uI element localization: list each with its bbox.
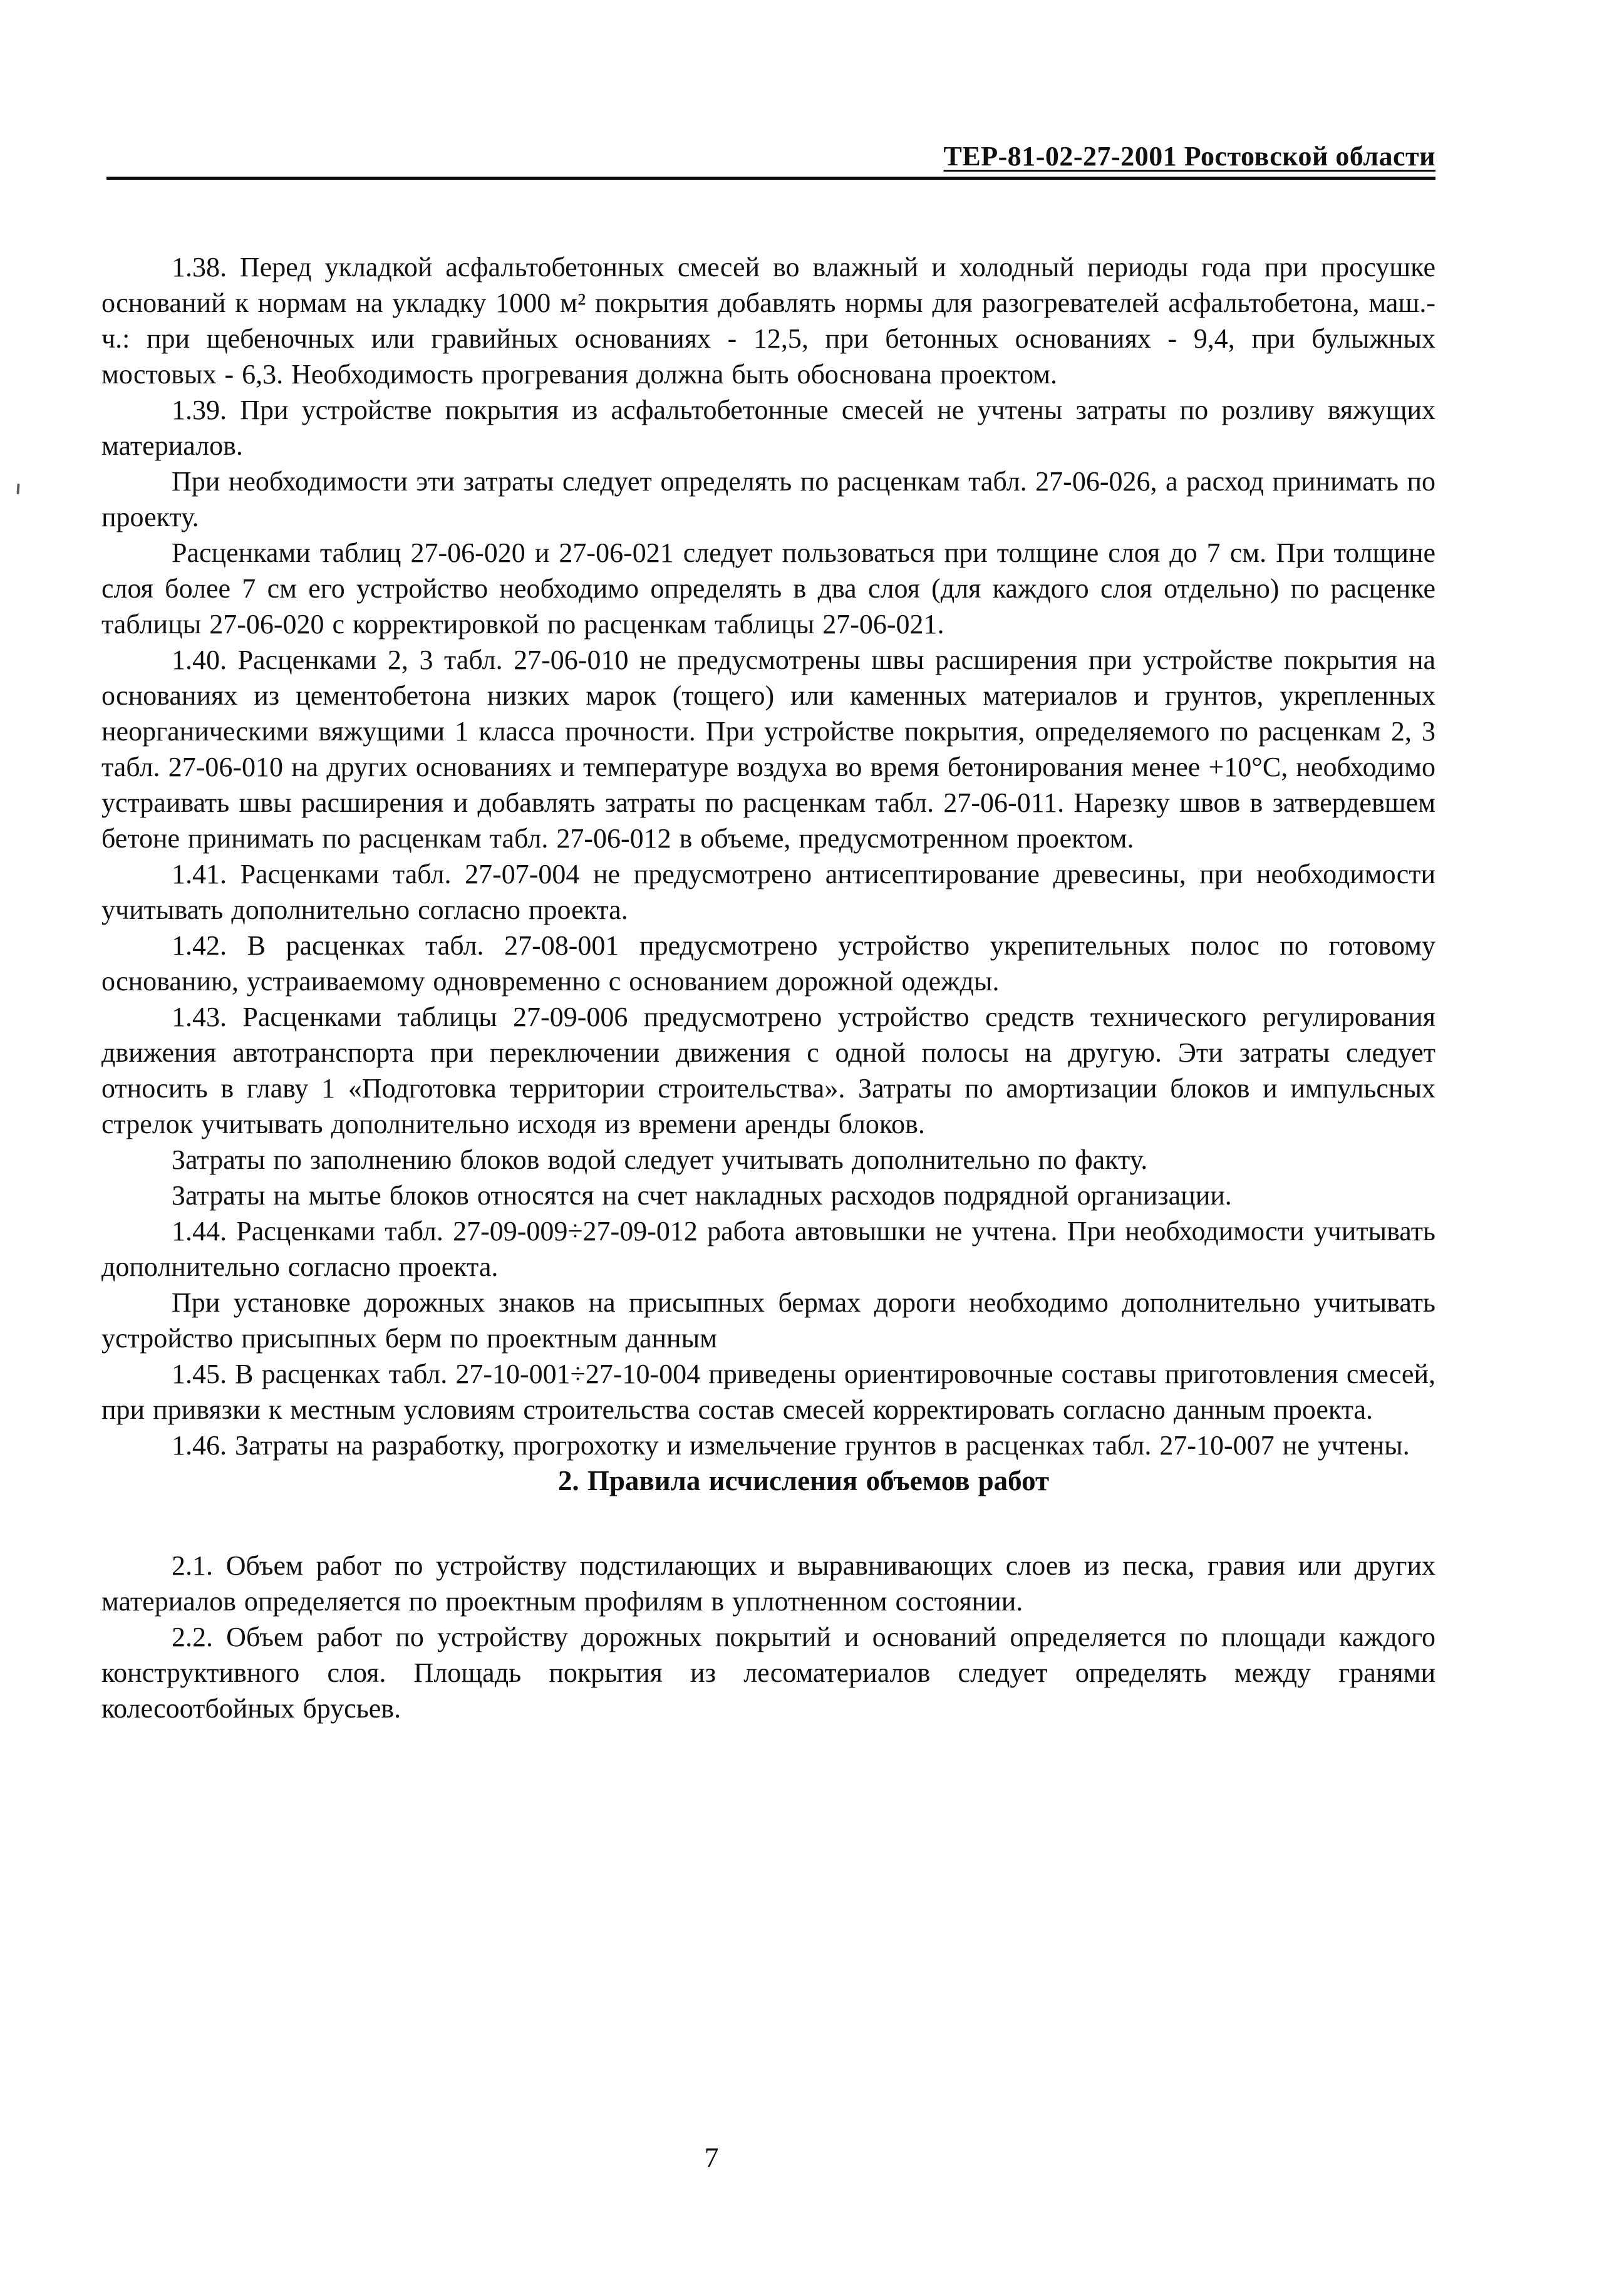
- clause-1-38: 1.38. Перед укладкой асфальтобетонных смесей во влажный и холодный периоды года при просушке оснований к нормам на укладку 1000 м² покрытия добавлять нормы для разогревателей асфальтобетона, маш.-ч.: при щебеночных или гравийных основаниях - 12,5, при бетонных основаниях - 9,4, при булыжных мостовых - 6,3. Необходимость прогревания должна быть обоснована проектом.: [101, 252, 1435, 390]
- page-number: 7: [704, 2142, 719, 2174]
- clause-1-44-note: При установке дорожных знаков на присыпных бермах дороги необходимо дополнительно учитывать устройство присыпных берм по проектным данным: [101, 1287, 1435, 1354]
- page-header: [106, 140, 1435, 180]
- scan-artifact-mark: [16, 484, 19, 494]
- clause-1-39: 1.39. При устройстве покрытия из асфальтобетонные смесей не учтены затраты по розливу вяжущих материалов.: [101, 395, 1435, 461]
- clause-1-39-note-1: При необходимости эти затраты следует определять по расценкам табл. 27-06-026, а расход принимать по проекту.: [101, 466, 1435, 532]
- clause-1-41: 1.41. Расценками табл. 27-07-004 не предусмотрено антисептирование древесины, при необходимости учитывать дополнительно согласно проекта.: [101, 859, 1435, 925]
- clause-1-43-note-2: Затраты на мытье блоков относятся на счет накладных расходов подрядной организации.: [172, 1180, 1232, 1211]
- clause-1-43-note-1: Затраты по заполнению блоков водой следует учитывать дополнительно по факту.: [172, 1144, 1148, 1175]
- clause-1-43: 1.43. Расценками таблицы 27-09-006 предусмотрено устройство средств технического регулирования движения автотранспорта при переключении движения с одной полосы на другую. Эти затраты следует относить в главу 1 «Подготовка территории строительства». Затраты по амортизации блоков и импульсных стрелок учитывать дополнительно исходя из времени аренды блоков.: [101, 1002, 1435, 1139]
- clause-2-2: 2.2. Объем работ по устройству дорожных покрытий и оснований определяется по площади каждого конструктивного слоя. Площадь покрытия из лесоматериалов следует определять между гранями колесоотбойных брусьев.: [101, 1622, 1435, 1724]
- rules-section-body: [101, 1548, 1435, 1726]
- clause-1-46: 1.46. Затраты на разработку, прогрохотку и измельчение грунтов в расценках табл. 27-10-007 не учтены.: [172, 1430, 1410, 1461]
- clause-1-45: 1.45. В расценках табл. 27-10-001÷27-10-004 приведены ориентировочные составы приготовления смесей, при привязки к местным условиям строительства состав смесей корректировать согласно данным проекта.: [101, 1359, 1435, 1425]
- clause-1-39-note-2: Расценками таблиц 27-06-020 и 27-06-021 следует пользоваться при толщине слоя до 7 см. При толщине слоя более 7 см его устройство необходимо определять в два слоя (для каждого слоя отдельно) по расценке таблицы 27-06-020 с корректировкой по расценкам таблицы 27-06-021.: [101, 537, 1435, 640]
- clause-2-1: 2.1. Объем работ по устройству подстилающих и выравнивающих слоев из песка, гравия или других материалов определяется по проектным профилям в уплотненном состоянии.: [101, 1550, 1435, 1617]
- section-heading-rules: 2. Правила исчисления объемов работ: [557, 1465, 1050, 1496]
- clause-1-40: 1.40. Расценками 2, 3 табл. 27-06-010 не предусмотрены швы расширения при устройстве покрытия на основаниях из цементобетона низких марок (тощего) или каменных материалов и грунтов, укрепленных неорганическими вяжущими 1 класса прочности. При устройстве покрытия, определяемого по расценкам 2, 3 табл. 27-06-010 на других основаниях и температуре воздуха во время бетонирования менее +10°С, необходимо устраивать швы расширения и добавлять затраты по расценкам табл. 27-06-011. Нарезку швов в затвердевшем бетоне принимать по расценкам табл. 27-06-012 в объеме, предусмотренном проектом.: [101, 645, 1435, 854]
- clause-1-42: 1.42. В расценках табл. 27-08-001 предусмотрено устройство укрепительных полос по готовому основанию, устраиваемому одновременно с основанием дорожной одежды.: [101, 930, 1435, 997]
- document-code: ТЕР-81-02-27-2001 Ростовской области: [943, 141, 1435, 172]
- document-text-body: [101, 249, 1435, 1726]
- clause-1-44: 1.44. Расценками табл. 27-09-009÷27-09-012 работа автовышки не учтена. При необходимости учитывать дополнительно согласно проекта.: [101, 1216, 1435, 1282]
